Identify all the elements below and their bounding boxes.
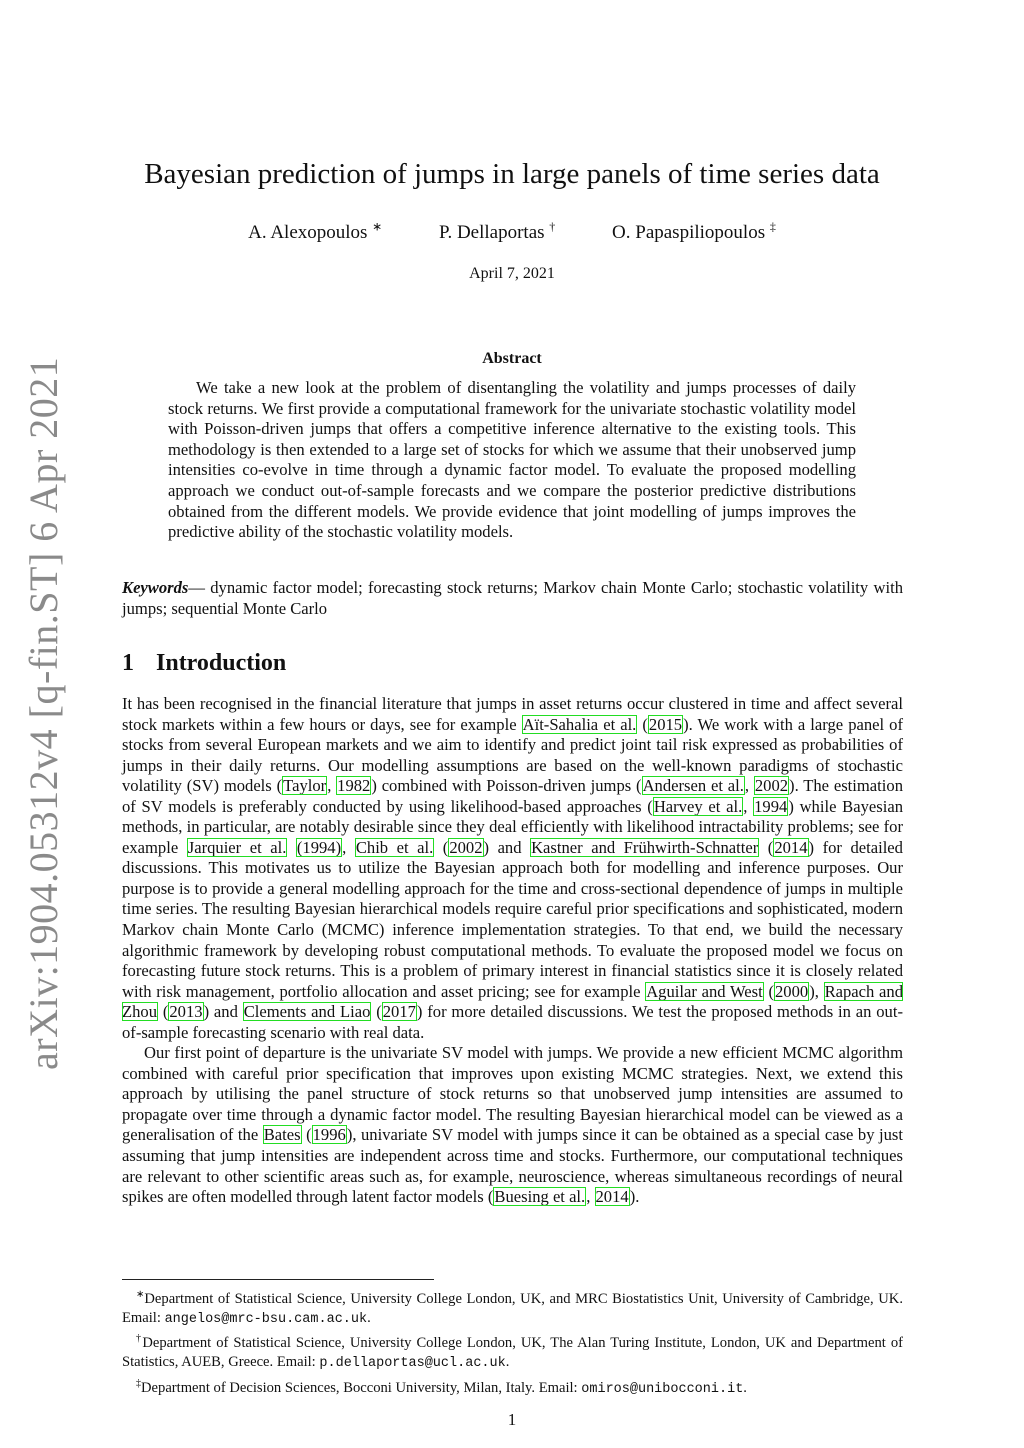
footnote-email[interactable]: p.dellaportas@ucl.ac.uk <box>319 1356 506 1372</box>
author-list <box>0 220 1024 244</box>
paper-title: Bayesian prediction of jumps in large panels of time series data <box>144 158 880 190</box>
abstract-heading: Abstract <box>482 350 542 367</box>
paper-date: April 7, 2021 <box>469 265 555 282</box>
body-text: Our first point of departure is the univariate SV model with jumps. We provide a new efficient MCMC algorithm combined with careful prior specification that improves upon existing MCMC strategies. Next, we extend this approach by utilising the panel structure of stock returns so that unobserved jump intensities are assumed to propagate over time through a dynamic factor model. The resulting Bayesian hierarchical model can be viewed as a generalisation of the <box>122 1043 903 1145</box>
footnotes <box>122 1285 903 1399</box>
citation-link[interactable]: 1996 <box>312 1125 346 1145</box>
body-text <box>287 838 296 857</box>
body-text: ( <box>301 1125 312 1145</box>
footnote-rule <box>122 1279 434 1280</box>
footnote-end: . <box>367 1310 371 1327</box>
body-text: It has been recognised in the financial literature that jumps in asset returns occur clustered in time and affect several stock markets within a few hours or days, see for example <box>122 694 903 734</box>
author-name: P. Dellaportas <box>438 222 545 244</box>
citation-link[interactable]: 2002 <box>754 776 789 796</box>
citation-link[interactable]: Chib et al. <box>355 837 434 857</box>
body-text: , <box>743 796 754 816</box>
body-text: , <box>327 776 337 796</box>
body-text: ) and <box>483 837 531 857</box>
footnote-end: . <box>743 1379 747 1396</box>
citation-link[interactable]: 2002 <box>449 837 483 857</box>
page-number: 1 <box>507 1410 517 1429</box>
citation-link[interactable]: Rapach and Zhou <box>122 981 904 1022</box>
citation-link[interactable]: Harvey et al. <box>653 796 743 816</box>
body-text: ( <box>763 981 774 1001</box>
citation-link[interactable]: Andersen et al. <box>642 776 744 796</box>
author <box>612 222 776 243</box>
body-text: ), <box>809 981 824 1001</box>
body-text: , <box>744 776 754 796</box>
body-text: , <box>586 1187 595 1207</box>
footnote-text: Department of Decision Sciences, Bocconi University, Milan, Italy. Email: <box>141 1379 582 1396</box>
footnote-text: Department of Statistical Science, University College London, UK, and MRC Biostatistics Unit, University of Cambridge, UK. Email: <box>122 1290 903 1327</box>
author-mark: † <box>549 220 556 234</box>
body-text: ( <box>158 1002 169 1022</box>
author-mark: ∗ <box>372 220 383 234</box>
arxiv-stamp: arXiv:1904.05312v4 [q-fin.ST] 6 Apr 2021 <box>21 356 66 1070</box>
footnote-email[interactable]: omiros@unibocconi.it <box>581 1381 744 1397</box>
body-text: ) for more detailed discussions. We test the proposed methods in an out-of-sample forecasting scenario with real data. <box>122 1002 903 1042</box>
footnote <box>122 1329 903 1373</box>
citation-link[interactable]: 2013 <box>169 1002 203 1022</box>
author <box>248 222 382 243</box>
citation-link[interactable]: Taylor <box>283 776 327 796</box>
intro-paragraph-2 <box>122 1043 903 1207</box>
citation-link[interactable]: Buesing et al. <box>494 1187 586 1207</box>
citation-link[interactable]: Aguilar and West <box>646 981 763 1001</box>
citation-link[interactable]: Jarquier et al. <box>187 837 287 857</box>
intro-paragraph-1 <box>122 694 903 1043</box>
abstract-text: We take a new look at the problem of disentangling the volatility and jumps processes of daily stock returns. We first provide a computational framework for the univariate stochastic volatility model with Poisson-driven jumps that offers a competitive inference alternative to the existing tools. This methodology is then extended to a large set of stocks for which we assume that their unobserved jump intensities co-evolve in time through a dynamic factor model. To evaluate the proposed modelling approach we conduct out-of-sample forecasts and we compare the posterior predictive distributions obtained from the different models. We provide evidence that joint modelling of jumps improves the predictive ability of the stochastic volatility models. <box>168 378 856 542</box>
citation-link[interactable]: Aït-Sahalia et al. <box>522 714 637 734</box>
citation-link[interactable]: 2014 <box>774 837 808 857</box>
intro-body <box>122 694 903 1208</box>
keywords-label: Keywords <box>122 578 189 597</box>
footnote-mark: † <box>136 1333 143 1345</box>
footnote <box>122 1285 903 1329</box>
footnote-email[interactable]: angelos@mrc-bsu.cam.ac.uk <box>164 1312 368 1328</box>
citation-link[interactable]: Kastner and Frühwirth-Schnatter <box>531 837 759 857</box>
author-mark: ‡ <box>769 220 776 234</box>
citation-link[interactable]: 1982 <box>337 776 371 796</box>
body-text: ) while Bayesian methods, in particular, are notably desirable since they deal efficiently with likelihood intractability problems; see for example <box>122 796 904 857</box>
section-heading <box>122 650 286 677</box>
body-text: ). The estimation of SV models is preferably conducted by using likelihood-based approaches ( <box>122 776 903 816</box>
citation-link[interactable]: 2014 <box>595 1187 629 1207</box>
body-text: ) for detailed discussions. This motivates us to utilize the Bayesian approach both for modelling and inference purposes. Our purpose is to provide a general modelling approach for the time and cross-sectional dependence of jumps in multiple time series. The resulting Bayesian hierarchical models require careful prior specifications and sophisticated, modern Markov chain Monte Carlo (MCMC) inference implementation strategies. To that end, we build the necessary algorithmic framework by developing robust computational methods. To evaluate the proposed model we focus on forecasting future stock returns. This is a problem of primary interest in financial statistics since it is closely related with risk management, portfolio allocation and asset pricing; see for example <box>122 837 903 1001</box>
body-text: ( <box>637 714 648 734</box>
citation-link[interactable]: (1994) <box>296 837 342 857</box>
body-text: ) and <box>203 1002 243 1022</box>
footnote <box>122 1374 903 1399</box>
citation-link[interactable]: 2015 <box>648 714 683 734</box>
citation-link[interactable]: Bates <box>263 1125 301 1145</box>
section-title: Introduction <box>156 650 287 676</box>
body-text: ( <box>371 1002 382 1022</box>
body-text: ( <box>759 837 774 857</box>
section-number: 1 <box>122 650 134 676</box>
citation-link[interactable]: 1994 <box>754 796 788 816</box>
body-text: ). We work with a large panel of stocks from several European markets and we aim to identify and predict joint tail risk expressed as probabilities of jumps in their daily returns. Our modelling assumptions are based on the well-known paradigms of stochastic volatility (SV) models ( <box>122 714 903 796</box>
citation-link[interactable]: 2017 <box>382 1002 416 1022</box>
footnote-end: . <box>505 1354 510 1371</box>
body-text: ). <box>629 1187 640 1207</box>
footnote-mark: ‡ <box>136 1377 141 1389</box>
citation-link[interactable]: Clements and Liao <box>243 1002 371 1022</box>
body-text: , <box>342 837 355 857</box>
keywords-text: — dynamic factor model; forecasting stock returns; Markov chain Monte Carlo; stochastic volatility with jumps; sequential Monte Carlo <box>122 578 903 618</box>
body-text: ), univariate SV model with jumps since it can be obtained as a special case by just assuming that jump intensities are independent across time and stocks. Furthermore, our computational techniques are relevant to other scientific areas such as, for example, neuroscience, whereas simultaneous recordings of neural spikes are often modelled through latent factor models ( <box>122 1125 903 1207</box>
author-name: A. Alexopoulos <box>248 222 368 244</box>
keywords <box>122 578 903 619</box>
author <box>439 222 555 243</box>
body-text: ) combined with Poisson-driven jumps ( <box>371 776 642 796</box>
citation-link[interactable]: 2000 <box>775 981 809 1001</box>
footnote-mark: ∗ <box>136 1289 145 1300</box>
author-name: O. Papaspiliopoulos <box>612 222 766 244</box>
footnote-text: Department of Statistical Science, University College London, UK, The Alan Turing Institute, London, UK and Department of Statistics, AUEB, Greece. Email: <box>122 1335 903 1371</box>
body-text: ( <box>434 837 449 857</box>
